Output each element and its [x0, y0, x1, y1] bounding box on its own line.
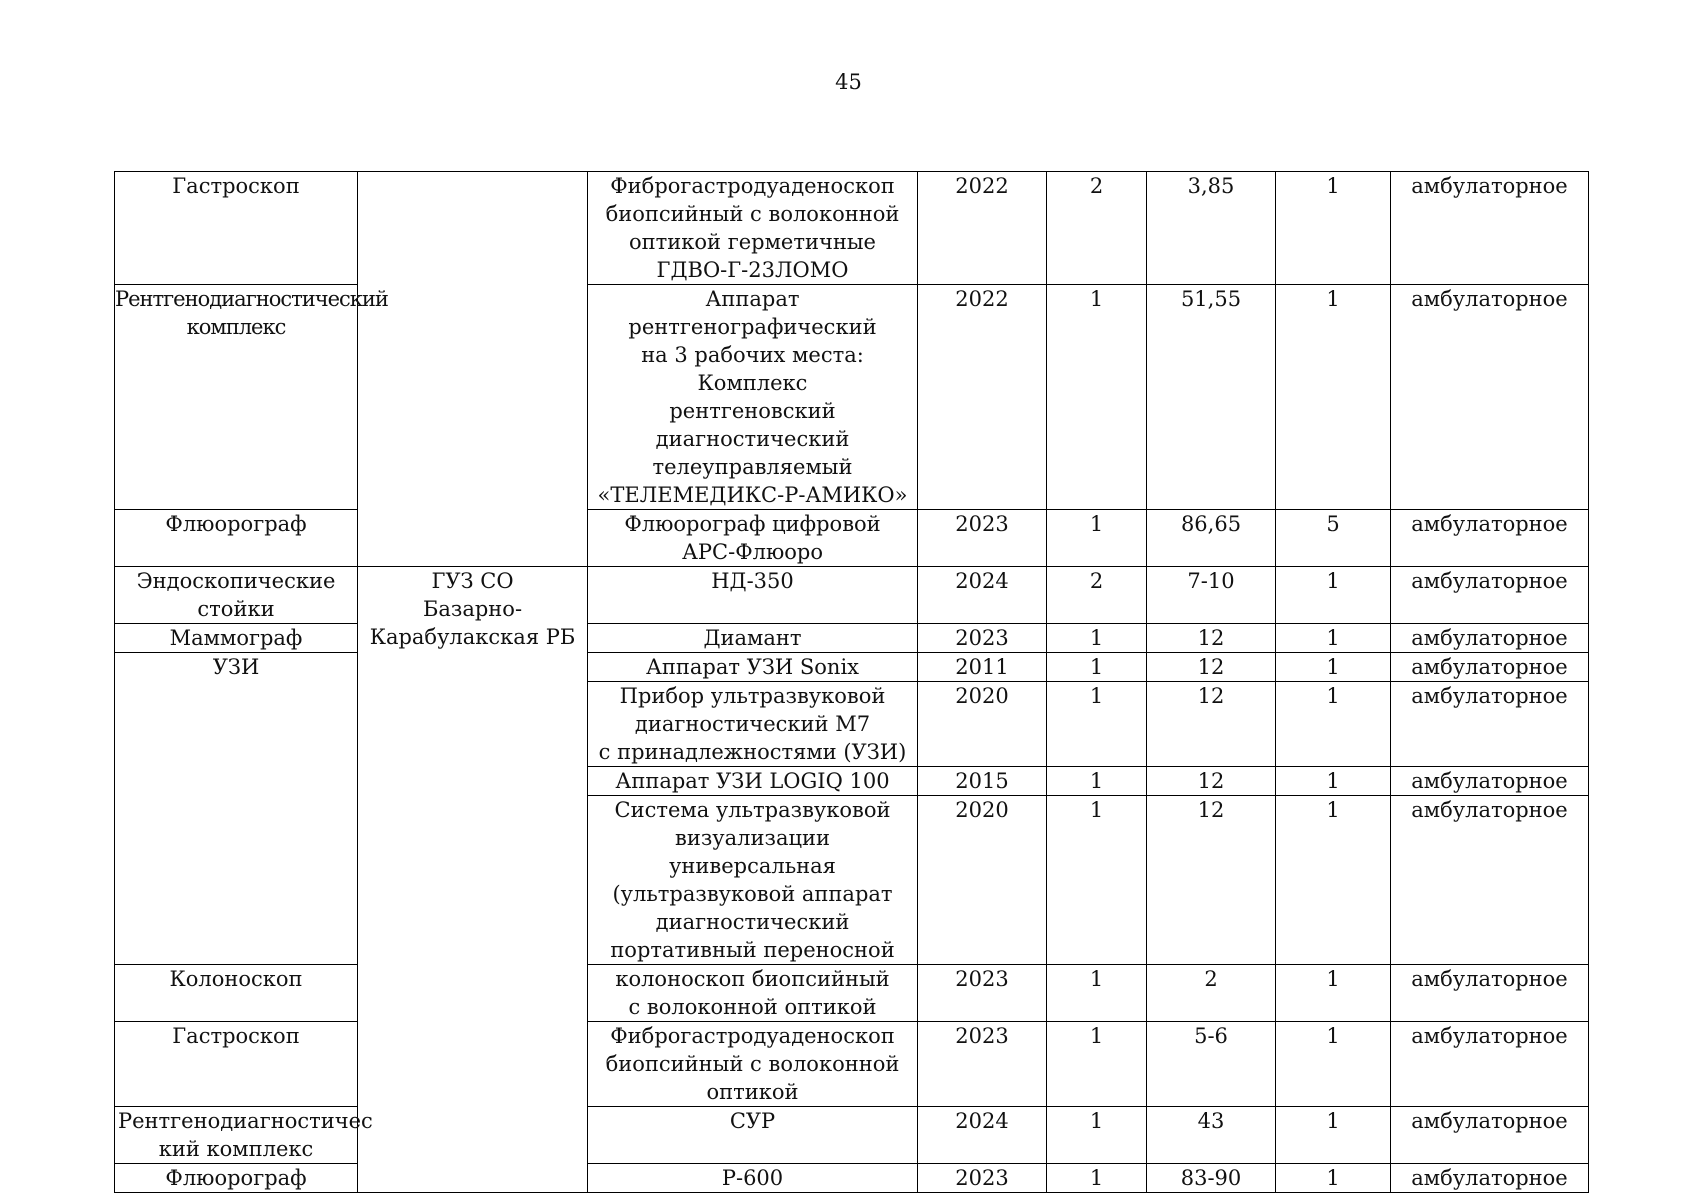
- year-cell: 2024: [918, 567, 1047, 624]
- equipment-cell: Гастроскоп: [115, 172, 358, 285]
- year-cell: 2023: [918, 1022, 1047, 1107]
- qty-cell: 1: [1047, 653, 1147, 682]
- value-cell: 12: [1147, 796, 1276, 965]
- model-cell: Прибор ультразвуковой диагностический М7 с принадлежностями (УЗИ): [588, 682, 918, 767]
- qty-cell: 2: [1047, 567, 1147, 624]
- table-row: [115, 510, 1589, 567]
- qty-cell: 1: [1047, 624, 1147, 653]
- count-cell: 1: [1276, 767, 1391, 796]
- qty-cell: 1: [1047, 796, 1147, 965]
- qty-cell: 1: [1047, 767, 1147, 796]
- equipment-cell: Колоноскоп: [115, 965, 358, 1022]
- year-cell: 2022: [918, 172, 1047, 285]
- value-cell: 7-10: [1147, 567, 1276, 624]
- table-row: [115, 1164, 1589, 1193]
- value-cell: 83-90: [1147, 1164, 1276, 1193]
- mode-cell: амбулаторное: [1391, 624, 1589, 653]
- table-row: [115, 965, 1589, 1022]
- model-cell: Р-600: [588, 1164, 918, 1193]
- year-cell: 2023: [918, 510, 1047, 567]
- model-cell: Фиброгастродуаденоскоп биопсийный с волоконной оптикой: [588, 1022, 918, 1107]
- equipment-cell: УЗИ: [115, 653, 358, 965]
- count-cell: 1: [1276, 285, 1391, 510]
- table-row: [115, 567, 1589, 624]
- year-cell: 2011: [918, 653, 1047, 682]
- mode-cell: амбулаторное: [1391, 1022, 1589, 1107]
- count-cell: 1: [1276, 567, 1391, 624]
- value-cell: 2: [1147, 965, 1276, 1022]
- model-cell: Диамант: [588, 624, 918, 653]
- mode-cell: амбулаторное: [1391, 653, 1589, 682]
- table-row: [115, 653, 1589, 682]
- value-cell: 12: [1147, 767, 1276, 796]
- count-cell: 1: [1276, 1107, 1391, 1164]
- model-cell: колоноскоп биопсийный с волоконной оптикой: [588, 965, 918, 1022]
- mode-cell: амбулаторное: [1391, 965, 1589, 1022]
- year-cell: 2020: [918, 796, 1047, 965]
- model-cell: Аппарат УЗИ LOGIQ 100: [588, 767, 918, 796]
- equipment-cell: Маммограф: [115, 624, 358, 653]
- organization-cell: ГУЗ СО Базарно- Карабулакская РБ: [358, 567, 588, 1193]
- value-cell: 12: [1147, 653, 1276, 682]
- qty-cell: 1: [1047, 682, 1147, 767]
- count-cell: 1: [1276, 1022, 1391, 1107]
- model-cell: Аппарат УЗИ Sonix: [588, 653, 918, 682]
- model-cell: Флюорограф цифровой АРС-Флюоро: [588, 510, 918, 567]
- model-cell: Система ультразвуковой визуализации универсальная (ультразвуковой аппарат диагностический портативный переносной: [588, 796, 918, 965]
- value-cell: 5-6: [1147, 1022, 1276, 1107]
- mode-cell: амбулаторное: [1391, 567, 1589, 624]
- equipment-cell: Эндоскопические стойки: [115, 567, 358, 624]
- qty-cell: 1: [1047, 285, 1147, 510]
- value-cell: 12: [1147, 624, 1276, 653]
- model-cell: Аппарат рентгенографический на 3 рабочих места: Комплекс рентгеновский диагностический телеуправляемый «ТЕЛЕМЕДИКС-Р-АМИКО»: [588, 285, 918, 510]
- mode-cell: амбулаторное: [1391, 510, 1589, 567]
- year-cell: 2023: [918, 624, 1047, 653]
- equipment-table: [114, 171, 1589, 1193]
- organization-cell: [358, 172, 588, 567]
- table-row: [115, 1022, 1589, 1107]
- count-cell: 1: [1276, 653, 1391, 682]
- table-row: [115, 172, 1589, 285]
- qty-cell: 2: [1047, 172, 1147, 285]
- year-cell: 2015: [918, 767, 1047, 796]
- model-cell: Фиброгастродуаденоскоп биопсийный с волоконной оптикой герметичные ГДВО-Г-23ЛОМО: [588, 172, 918, 285]
- year-cell: 2023: [918, 1164, 1047, 1193]
- mode-cell: амбулаторное: [1391, 172, 1589, 285]
- equipment-cell: Флюорограф: [115, 1164, 358, 1193]
- year-cell: 2023: [918, 965, 1047, 1022]
- mode-cell: амбулаторное: [1391, 1107, 1589, 1164]
- equipment-cell: Рентгенодиагностичес кий комплекс: [115, 1107, 358, 1164]
- value-cell: 86,65: [1147, 510, 1276, 567]
- qty-cell: 1: [1047, 965, 1147, 1022]
- count-cell: 1: [1276, 965, 1391, 1022]
- table-row: [115, 1107, 1589, 1164]
- qty-cell: 1: [1047, 1164, 1147, 1193]
- value-cell: 51,55: [1147, 285, 1276, 510]
- count-cell: 1: [1276, 1164, 1391, 1193]
- mode-cell: амбулаторное: [1391, 1164, 1589, 1193]
- count-cell: 1: [1276, 624, 1391, 653]
- value-cell: 3,85: [1147, 172, 1276, 285]
- table-row: [115, 624, 1589, 653]
- equipment-cell: Гастроскоп: [115, 1022, 358, 1107]
- year-cell: 2020: [918, 682, 1047, 767]
- table-row: [115, 285, 1589, 510]
- count-cell: 5: [1276, 510, 1391, 567]
- mode-cell: амбулаторное: [1391, 796, 1589, 965]
- model-cell: НД-350: [588, 567, 918, 624]
- count-cell: 1: [1276, 172, 1391, 285]
- count-cell: 1: [1276, 796, 1391, 965]
- mode-cell: амбулаторное: [1391, 767, 1589, 796]
- value-cell: 43: [1147, 1107, 1276, 1164]
- model-cell: СУР: [588, 1107, 918, 1164]
- qty-cell: 1: [1047, 1022, 1147, 1107]
- mode-cell: амбулаторное: [1391, 682, 1589, 767]
- mode-cell: амбулаторное: [1391, 285, 1589, 510]
- year-cell: 2022: [918, 285, 1047, 510]
- page-number: 45: [835, 70, 862, 94]
- count-cell: 1: [1276, 682, 1391, 767]
- equipment-cell: Рентгенодиагностический комплекс: [115, 285, 358, 510]
- qty-cell: 1: [1047, 1107, 1147, 1164]
- equipment-cell: Флюорограф: [115, 510, 358, 567]
- value-cell: 12: [1147, 682, 1276, 767]
- qty-cell: 1: [1047, 510, 1147, 567]
- year-cell: 2024: [918, 1107, 1047, 1164]
